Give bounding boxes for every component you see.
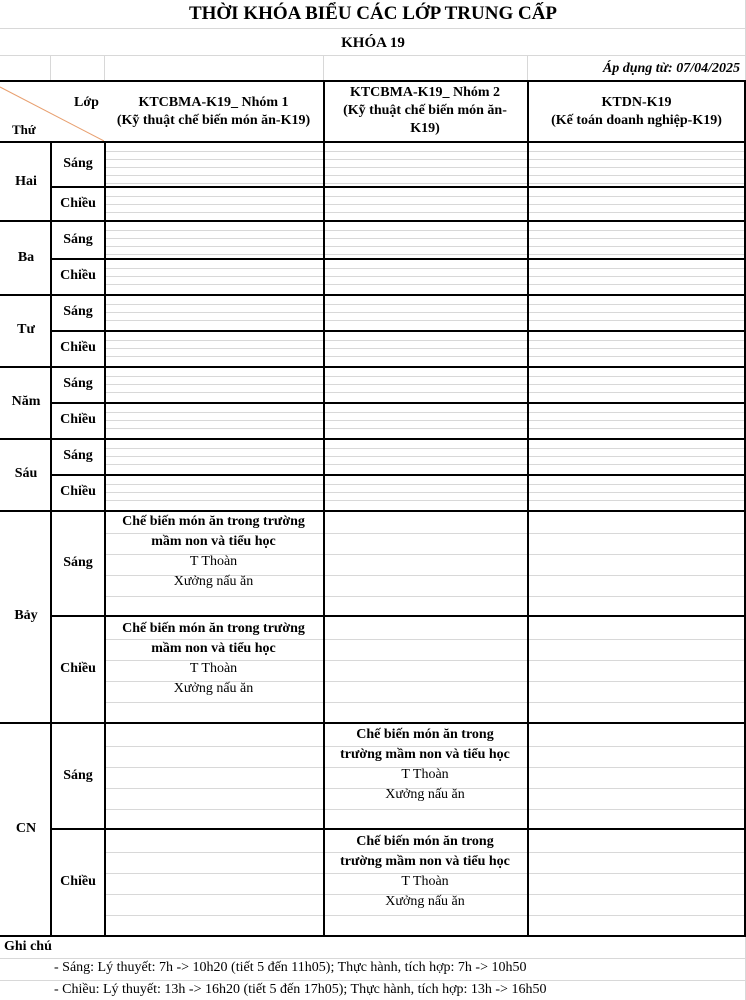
session-nam-sang: Sáng bbox=[63, 376, 93, 391]
grid-line bbox=[106, 809, 744, 810]
day-tu: Tư bbox=[17, 322, 35, 337]
table-border bbox=[50, 828, 746, 830]
grid-line bbox=[106, 276, 744, 277]
grid-line bbox=[106, 238, 744, 239]
grid-line bbox=[106, 915, 744, 916]
applied-date: Áp dụng từ: 07/04/2025 bbox=[602, 61, 740, 76]
page-title: THỜI KHÓA BIỂU CÁC LỚP TRUNG CẤP bbox=[188, 3, 558, 24]
session-tu-chieu: Chiều bbox=[60, 340, 96, 355]
grid-line bbox=[50, 55, 51, 81]
table-border bbox=[323, 80, 325, 935]
grid-line bbox=[106, 428, 744, 429]
grid-line bbox=[323, 55, 324, 81]
grid-line bbox=[106, 492, 744, 493]
class-label: Lớp bbox=[74, 95, 99, 110]
grid-line bbox=[106, 702, 744, 703]
grid-line bbox=[106, 384, 744, 385]
session-cn-sang: Sáng bbox=[63, 768, 93, 783]
table-border bbox=[50, 615, 746, 617]
notes-label: Ghi chú bbox=[4, 939, 52, 954]
grid-line bbox=[106, 183, 744, 184]
table-border bbox=[527, 80, 529, 935]
grid-line bbox=[106, 204, 744, 205]
grid-line bbox=[106, 268, 744, 269]
table-border bbox=[50, 402, 746, 404]
session-tu-sang: Sáng bbox=[63, 304, 93, 319]
grid-line bbox=[106, 420, 744, 421]
day-nam: Năm bbox=[11, 394, 41, 409]
day-label: Thứ bbox=[12, 122, 36, 137]
session-hai-chieu: Chiều bbox=[60, 196, 96, 211]
page-subtitle: KHÓA 19 bbox=[341, 35, 405, 51]
table-border bbox=[0, 935, 746, 937]
grid-line bbox=[106, 392, 744, 393]
session-ba-chieu: Chiều bbox=[60, 268, 96, 283]
table-border bbox=[50, 474, 746, 476]
table-border bbox=[0, 510, 746, 512]
grid-line bbox=[0, 980, 746, 981]
session-bay-chieu: Chiều bbox=[60, 661, 96, 676]
table-border bbox=[104, 141, 106, 935]
grid-line bbox=[0, 28, 746, 29]
grid-line bbox=[106, 500, 744, 501]
session-ba-sang: Sáng bbox=[63, 232, 93, 247]
session-sau-chieu: Chiều bbox=[60, 484, 96, 499]
session-hai-sang: Sáng bbox=[63, 156, 93, 171]
grid-line bbox=[106, 284, 744, 285]
grid-line bbox=[106, 254, 744, 255]
grid-line bbox=[106, 484, 744, 485]
grid-line bbox=[106, 356, 744, 357]
grid-line bbox=[106, 456, 744, 457]
grid-line bbox=[106, 448, 744, 449]
grid-line bbox=[106, 230, 744, 231]
day-bay: Bảy bbox=[14, 608, 38, 623]
grid-line bbox=[106, 464, 744, 465]
table-border bbox=[0, 722, 746, 724]
table-border bbox=[50, 330, 746, 332]
day-sau: Sáu bbox=[14, 466, 38, 481]
day-hai: Hai bbox=[15, 174, 37, 189]
grid-line bbox=[106, 246, 744, 247]
grid-line bbox=[0, 55, 746, 56]
grid-line bbox=[106, 304, 744, 305]
lesson-cn-chieu-nhom2: Chế biến món ăn trong trường mầm non và tiểu học T Thoàn Xưởng nấu ăn bbox=[340, 834, 510, 909]
session-sau-sang: Sáng bbox=[63, 448, 93, 463]
lesson-bay-chieu-nhom1: Chế biến món ăn trong trường mầm non và tiểu học T Thoàn Xưởng nấu ăn bbox=[122, 621, 305, 696]
session-nam-chieu: Chiều bbox=[60, 412, 96, 427]
grid-line bbox=[104, 55, 105, 81]
grid-line bbox=[106, 596, 744, 597]
table-border bbox=[0, 141, 746, 143]
lesson-bay-sang-nhom1: Chế biến món ăn trong trường mầm non và tiểu học T Thoàn Xưởng nấu ăn bbox=[122, 514, 305, 589]
grid-line bbox=[106, 196, 744, 197]
grid-line bbox=[106, 312, 744, 313]
grid-line bbox=[106, 212, 744, 213]
table-border bbox=[50, 141, 52, 935]
table-border bbox=[0, 294, 746, 296]
grid-line bbox=[106, 175, 744, 176]
table-border bbox=[0, 80, 746, 82]
grid-line bbox=[106, 151, 744, 152]
grid-line bbox=[106, 412, 744, 413]
grid-line bbox=[106, 348, 744, 349]
grid-line bbox=[106, 320, 744, 321]
note-afternoon: - Chiều: Lý thuyết: 13h -> 16h20 (tiết 5 đến 17h05); Thực hành, tích hợp: 13h -> 16h50 bbox=[54, 982, 547, 997]
grid-line bbox=[106, 167, 744, 168]
table-border bbox=[50, 186, 746, 188]
grid-line bbox=[106, 159, 744, 160]
session-cn-chieu: Chiều bbox=[60, 874, 96, 889]
column-header-ktdn: KTDN-K19 (Kế toán doanh nghiệp-K19) bbox=[551, 95, 722, 128]
session-bay-sang: Sáng bbox=[63, 555, 93, 570]
grid-line bbox=[106, 340, 744, 341]
column-header-ktcbma-nhom2: KTCBMA-K19_ Nhóm 2 (Kỹ thuật chế biến món ăn- K19) bbox=[343, 85, 507, 136]
table-border bbox=[0, 366, 746, 368]
table-border bbox=[50, 258, 746, 260]
grid-line bbox=[0, 958, 746, 959]
note-morning: - Sáng: Lý thuyết: 7h -> 10h20 (tiết 5 đến 11h05); Thực hành, tích hợp: 7h -> 10h50 bbox=[54, 960, 527, 975]
grid-line bbox=[527, 55, 528, 81]
column-header-ktcbma-nhom1: KTCBMA-K19_ Nhóm 1 (Kỹ thuật chế biến món ăn-K19) bbox=[116, 95, 311, 128]
grid-line bbox=[106, 376, 744, 377]
lesson-cn-sang-nhom2: Chế biến món ăn trong trường mầm non và tiểu học T Thoàn Xưởng nấu ăn bbox=[340, 727, 510, 802]
table-border bbox=[0, 438, 746, 440]
table-border bbox=[0, 220, 746, 222]
day-ba: Ba bbox=[17, 250, 35, 265]
day-cn: CN bbox=[15, 821, 37, 836]
